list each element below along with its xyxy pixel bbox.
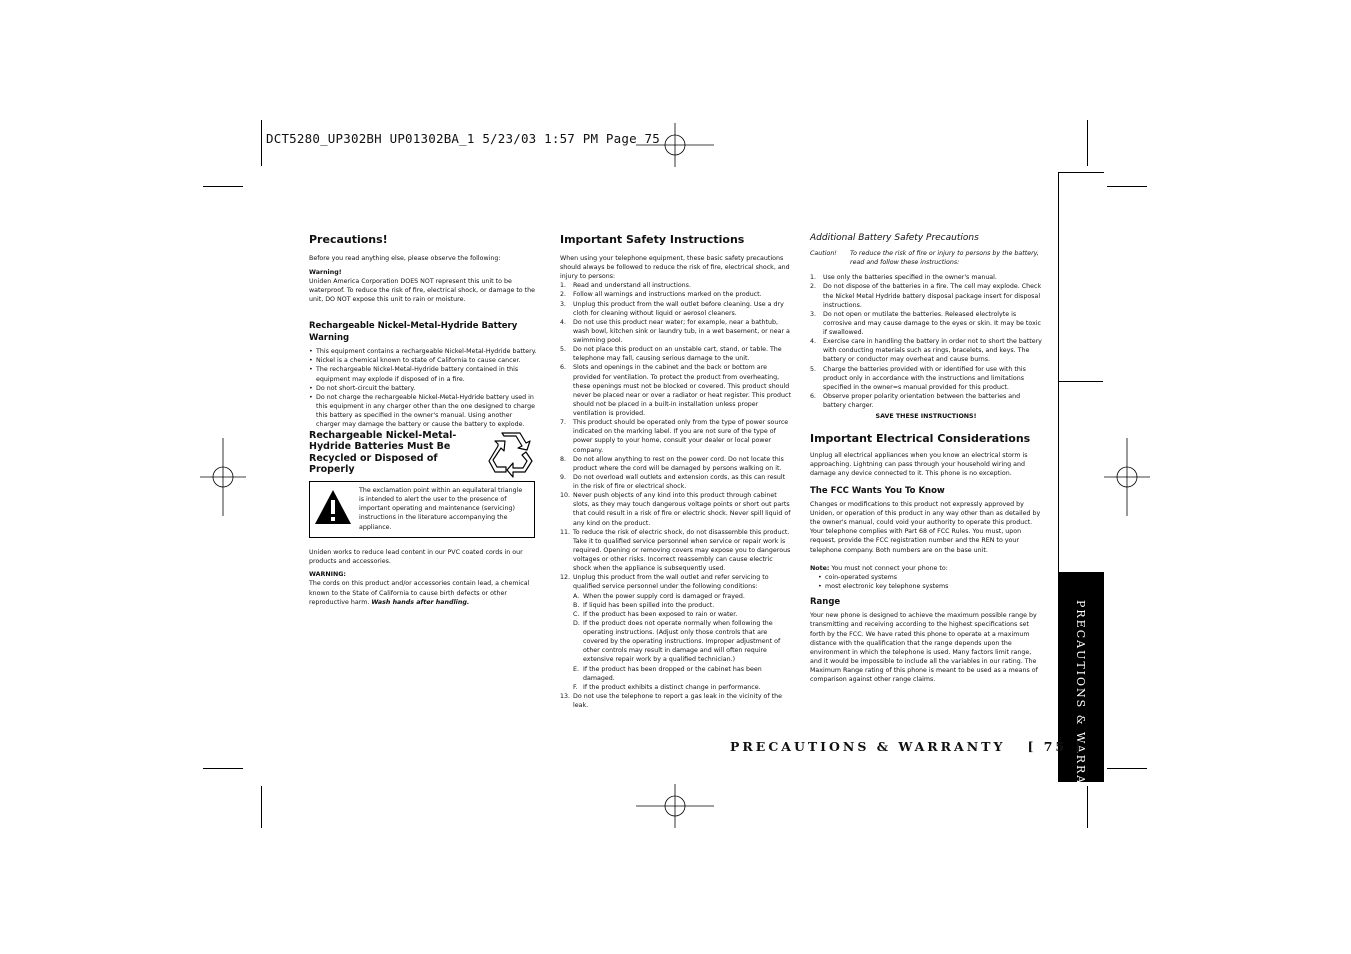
list-item: 3. Unplug this product from the wall outlet before cleaning. Use a dry cloth for cleaning without liquid or aerosol cleaners. [560, 300, 784, 317]
list-item: 5. Do not place this product on an unstable cart, stand, or table. The telephone may fall, causing serious damage to the unit. [560, 346, 782, 363]
sub-item: B. If liquid has been spilled into the product. [573, 601, 715, 609]
list-item: • The rechargeable Nickel-Metal-Hydride battery contained in this equipment may explode if disposed of in a fire. [309, 365, 537, 383]
registration-mark-bottom [636, 784, 716, 828]
battery-heading: Rechargeable Nickel-Metal-Hydride Battery Warning [309, 320, 518, 343]
list-item: • Do not charge the rechargeable Nickel-Metal-Hydride battery used in this equipment in any charger other than the one designed to charge this battery as specified in the owner's manual. Using another charger may damage the battery or cause the battery to explode. [309, 393, 537, 430]
battery-safety-list [810, 273, 1042, 410]
sub-item: F. If the product exhibits a distinct change in performance. [573, 683, 761, 691]
recycle-heading: Rechargeable Nickel-Metal-Hydride Batteries Must Be Recycled or Disposed of Properly [309, 430, 457, 476]
registration-mark-left [200, 438, 246, 516]
sub-item: E. If the product has been dropped or the cabinet has been damaged. [573, 665, 762, 682]
column-precautions [309, 232, 537, 429]
wash-hands-text: Wash hands after handling. [371, 598, 470, 606]
list-item: 6. Slots and openings in the cabinet and the back or bottom are provided for ventilation. To protect the product from overheating, these openings must not be blocked or covered. This product should never be placed near or over a radiator or heat register. This product should not be placed in a built-in installation unless proper ventilation is provided. [560, 364, 791, 418]
additional-title: Additional Battery Safety Precautions [810, 233, 979, 243]
list-item: • coin-operated systems [818, 573, 1042, 582]
lead-warning-text: The cords on this product and/or accessories contain lead, a chemical known to the State of California to cause birth defects or other reproductive harm. Wash hands after handling. [309, 580, 530, 606]
column-safety [560, 232, 791, 710]
caution-label: Caution! [810, 250, 837, 258]
sub-item: A. When the power supply cord is damaged or frayed. [573, 592, 745, 600]
list-item: 8. Do not allow anything to rest on the power cord. Do not locate this product where the cord will be damaged by persons walking on it. [560, 455, 784, 472]
caution-note [810, 249, 1042, 267]
warning-text: Uniden America Corporation DOES NOT represent this unit to be waterproof. To reduce the risk of fire, electrical shock, or damage to the unit, DO NOT expose this unit to rain or moisture. [309, 278, 535, 304]
registration-mark-right [1104, 438, 1150, 516]
column-battery-electrical [810, 232, 1042, 684]
list-item: 2. Follow all warnings and instructions marked on the product. [560, 291, 762, 299]
side-tab-label: PRECAUTIONS & WARRANTY [1074, 600, 1087, 816]
electrical-text: Unplug all electrical appliances when you know an electrical storm is approaching. Lightning can pass through your household wiring and damage any device connected to it. This phone is no exception. [810, 452, 1028, 478]
range-title: Range [810, 597, 841, 608]
side-tab-divider [1058, 381, 1103, 382]
note: Note: You must not connect your phone to: [810, 564, 948, 572]
precautions-title: Precautions! [309, 233, 388, 246]
battery-bullets [309, 347, 537, 429]
list-item: 1. Read and understand all instructions. [560, 282, 691, 290]
list-item: • most electronic key telephone systems [818, 582, 1042, 591]
list-item: 6. Observe proper polarity orientation between the batteries and battery charger. [810, 392, 1021, 410]
list-item: 7. This product should be operated only from the type of power source indicated on the marking label. If you are not sure of the type of power supply to your home, consult your dealer or local power company. [560, 419, 789, 454]
fcc-title: The FCC Wants You To Know [810, 485, 945, 496]
list-item: 11. To reduce the risk of electric shock, do not disassemble this product. Take it to qualified service personnel when service or repair work is required. Opening or removing covers may expose you to dangerous voltages or other risks. Incorrect reassembly can cause electric shock when the appliance is subsequently used. [560, 528, 791, 573]
warning-label: Warning! [309, 269, 342, 277]
electrical-title: Important Electrical Considerations [810, 432, 1031, 446]
list-item: 1. Use only the batteries specified in the owner's manual. [810, 274, 997, 282]
list-item: 10. Never push objects of any kind into this product through cabinet slots, as they may touch dangerous voltage points or short out parts that could result in a risk of fire or electric shock. Never spill liquid of any kind on the product. [560, 492, 791, 527]
list-item: • Nickel is a chemical known to state of California to cause cancer. [309, 356, 537, 365]
lead-text: Uniden works to reduce lead content in our PVC coated cords in our products and accessories. [309, 549, 523, 566]
list-item: 4. Do not use this product near water; for example, near a bathtub, wash bowl, kitchen sink or laundry tub, in a wet basement, or near a swimming pool. [560, 318, 790, 345]
lead-warning-label: WARNING: [309, 571, 346, 579]
print-slug: DCT5280_UP302BH UP01302BA_1 5/23/03 1:57 PM Page 75 [266, 131, 661, 146]
list-item: 13. Do not use the telephone to report a gas leak in the vicinity of the leak. [560, 692, 782, 710]
note-bullets [810, 573, 1042, 591]
list-item: 4. Exercise care in handling the battery in order not to short the battery with conducting materials such as rings, bracelets, and keys. The battery or conductor may overheat and cause burns. [810, 338, 1042, 364]
sub-item: C. If the product has been exposed to rain or water. [573, 610, 738, 618]
precautions-intro: Before you read anything else, please observe the following: [309, 254, 501, 262]
list-item: • Do not short-circuit the battery. [309, 384, 537, 393]
list-item: 5. Charge the batteries provided with or identified for use with this product only in accordance with the instructions and limitations specified in the owner=s manual provided for this product. [810, 365, 1026, 391]
list-item: 3. Do not open or mutilate the batteries. Released electrolyte is corrosive and may cause damage to the eyes or skin. It may be toxic if swallowed. [810, 310, 1042, 337]
list-item: 12. Unplug this product from the wall outlet and refer servicing to qualified service personnel under the following conditions: A. When the power supply cord is damaged or frayed. B. If liquid has been spilled into the product. C. If the product has been exposed to rain or water. D. If the product does not operate normally when following the operating instructions. (Adjust only those controls that are covered by the operating instructions. Improper adjustment of other controls may result in damage and will often require extensive repair work by a qualified technician.) E. If the product has been dropped or the cabinet has been damaged. F. If the product exhibits a distinct change in performance. [560, 573, 791, 692]
safety-title: Important Safety Instructions [560, 233, 745, 246]
caution-note-text: To reduce the risk of fire or injury to persons by the battery, read and follow these instructions: [850, 250, 1039, 267]
sub-item: D. If the product does not operate normally when following the operating instructions. (Adjust only those controls that are covered by the operating instructions. Improper adjustment of other controls may result in damage and will often require extensive repair work by a qualified technician.) [573, 619, 781, 664]
list-item: • This equipment contains a rechargeable Nickel-Metal-Hydride battery. [309, 347, 537, 356]
caution-box [309, 481, 535, 538]
lead-section [309, 548, 537, 607]
recycle-icon [486, 432, 534, 478]
safety-intro: When using your telephone equipment, these basic safety precautions should always be followed to reduce the risk of fire, electrical shock, and injury to persons: [560, 254, 790, 281]
range-text: Your new phone is designed to achieve the maximum possible range by transmitting and receiving according to the highest specifications set forth by the FCC. We have rated this phone to operate at a maximum distance with the qualification that the range depends upon the environment in which the telephone is used. Many factors limit range, and it would be impossible to include all the variables in our rating. The Maximum Range rating of this phone is meant to be used as a means of comparison against other range claims. [810, 612, 1038, 684]
list-item: 9. Do not overload wall outlets and extension cords, as this can result in the risk of fire or electrical shock. [560, 473, 786, 491]
fcc-text: Changes or modifications to this product not expressly approved by Uniden, or operation of this product in any way other than as detailed by the owner's manual, could void your authority to operate this product. Your telephone complies with Part 68 of FCC Rules. You must, upon request, provide the FCC registration number and the REN to your telephone company. Both numbers are on the base unit. [810, 500, 1041, 554]
page-footer: PRECAUTIONS & WARRANTY [ 75 ] [730, 739, 1084, 754]
exclamation-triangle-icon [313, 488, 353, 526]
save-instructions: SAVE THESE INSTRUCTIONS! [875, 413, 977, 421]
safety-list [560, 281, 791, 710]
caution-text: The exclamation point within an equilateral triangle is intended to alert the user to the presence of important operating and maintenance (servicing) instructions in the literature accompanying the appliance. [359, 487, 523, 531]
list-item: 2. Do not dispose of the batteries in a fire. The cell may explode. Check the Nickel Metal Hydride battery disposal package insert for disposal instructions. [810, 283, 1042, 309]
